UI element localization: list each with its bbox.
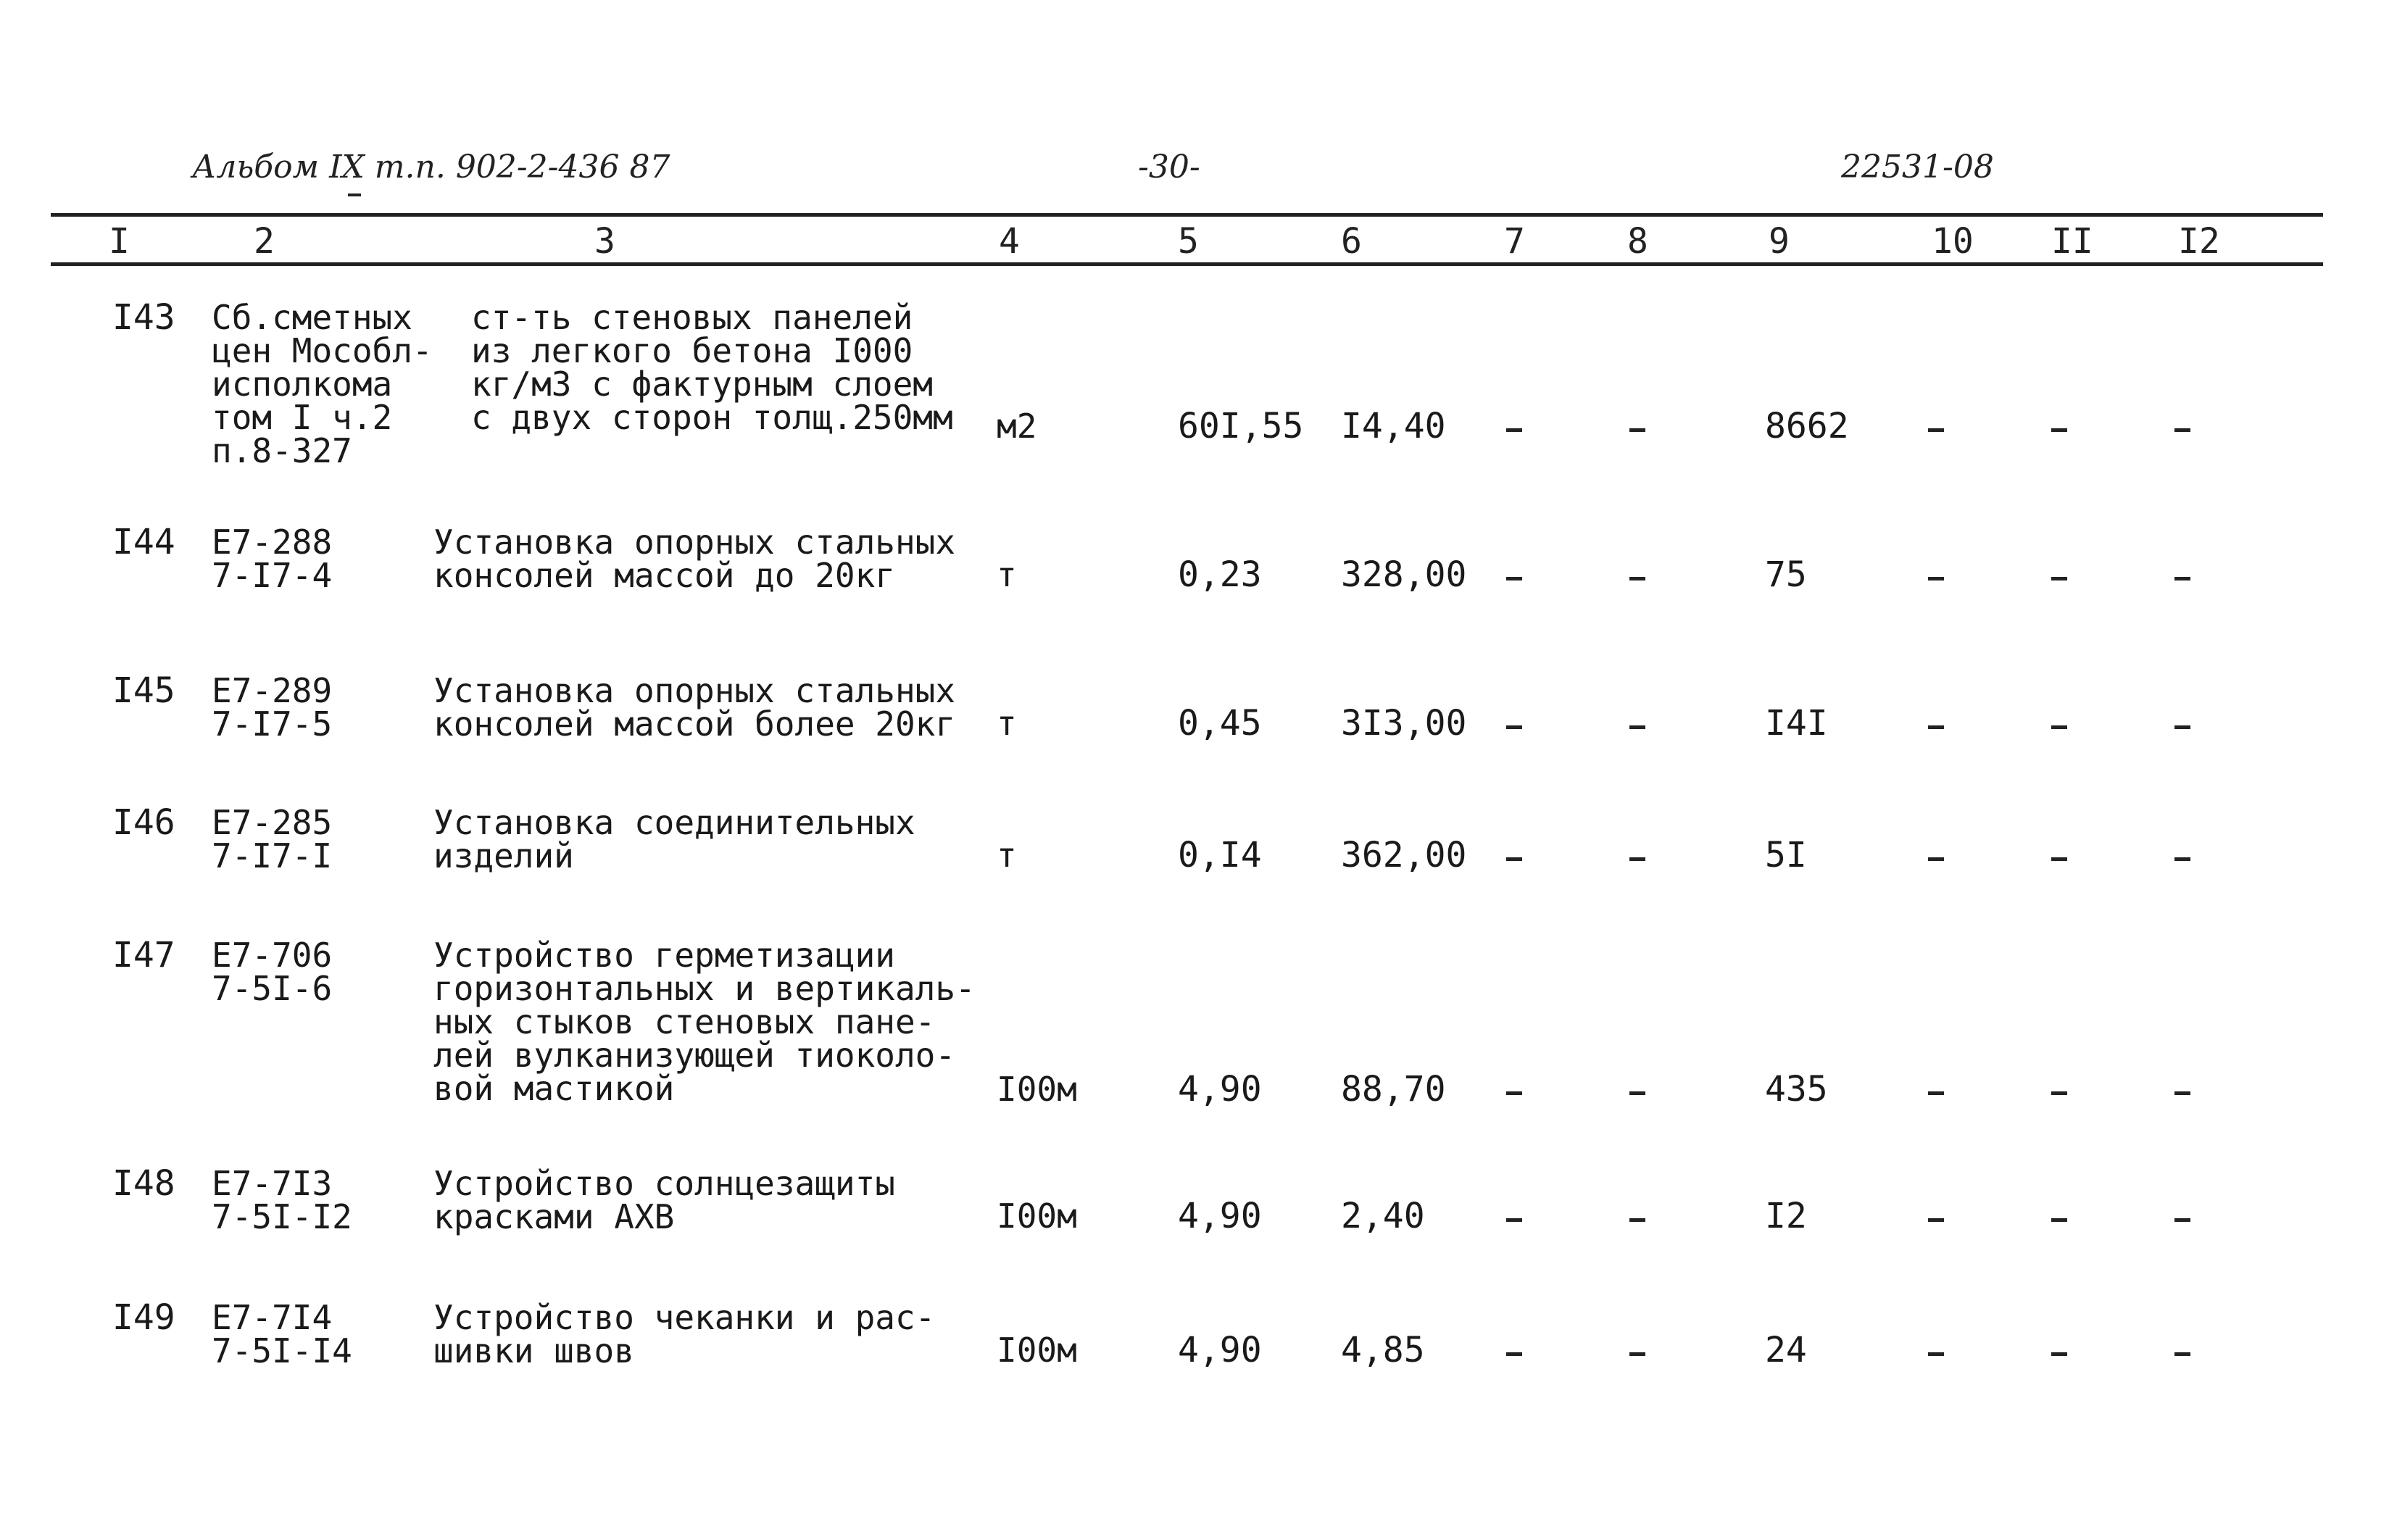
- quantity: 0,45: [1178, 703, 1262, 744]
- empty-dash-c12: [2174, 857, 2190, 861]
- empty-dash-c11: [2051, 725, 2067, 729]
- empty-dash-c12: [2174, 725, 2190, 729]
- row-number: I47: [112, 935, 175, 975]
- column-number-6: 6: [1341, 221, 1362, 262]
- row-number: I46: [112, 802, 175, 843]
- quantity: 0,23: [1178, 554, 1262, 595]
- album-reference: [192, 149, 670, 186]
- unit-price: 4,85: [1341, 1330, 1425, 1370]
- empty-dash-c10: [1928, 1352, 1944, 1356]
- unit: т: [997, 836, 1017, 875]
- empty-dash-c8: [1629, 1091, 1645, 1095]
- norm-code: Е7-7I4 7-5I-I4: [212, 1298, 352, 1370]
- norm-code: Е7-7I3 7-5I-I2: [212, 1164, 352, 1236]
- page-number: -30-: [1138, 149, 1200, 186]
- row-number: I45: [112, 670, 175, 711]
- empty-dash-c11: [2051, 1218, 2067, 1222]
- empty-dash-c10: [1928, 577, 1944, 580]
- empty-dash-c10: [1928, 428, 1944, 432]
- empty-dash-c7: [1506, 1352, 1522, 1356]
- empty-dash-c10: [1928, 857, 1944, 861]
- row-number: I44: [112, 522, 175, 562]
- empty-dash-c12: [2174, 428, 2190, 432]
- row-number: I48: [112, 1163, 175, 1204]
- quantity: 4,90: [1178, 1196, 1262, 1236]
- empty-dash-c8: [1629, 857, 1645, 861]
- empty-dash-c11: [2051, 428, 2067, 432]
- column-number-5: 5: [1178, 221, 1199, 262]
- quantity: 4,90: [1178, 1330, 1262, 1370]
- work-description: Устройство чеканки и рас- шивки швов: [433, 1298, 936, 1370]
- table-top-rule: [51, 213, 2323, 217]
- work-description: Установка опорных стальных консолей массой до 20кг: [433, 523, 956, 595]
- empty-dash-c7: [1506, 725, 1522, 729]
- column-number-11: II: [2051, 221, 2093, 262]
- quantity: 4,90: [1178, 1069, 1262, 1110]
- unit-price: 3I3,00: [1341, 703, 1467, 744]
- total-cost: 8662: [1765, 406, 1849, 446]
- roman-underline: [348, 193, 361, 196]
- quantity: 60I,55: [1178, 406, 1304, 446]
- empty-dash-c7: [1506, 857, 1522, 861]
- unit: т: [997, 704, 1017, 743]
- column-number-2: 2: [254, 221, 275, 262]
- column-number-9: 9: [1769, 221, 1790, 262]
- norm-code: Е7-289 7-I7-5: [212, 671, 333, 744]
- column-number-10: 10: [1932, 221, 1974, 262]
- empty-dash-c10: [1928, 1218, 1944, 1222]
- header-bottom-rule: [51, 262, 2323, 266]
- column-number-8: 8: [1627, 221, 1648, 262]
- total-cost: I2: [1765, 1196, 1807, 1236]
- norm-code: Е7-706 7-5I-6: [212, 936, 333, 1008]
- column-number-4: 4: [999, 221, 1020, 262]
- document-code: 22531-08: [1841, 149, 1994, 186]
- column-number-1: I: [109, 221, 130, 262]
- empty-dash-c8: [1629, 428, 1645, 432]
- empty-dash-c8: [1629, 1352, 1645, 1356]
- unit-price: 2,40: [1341, 1196, 1425, 1236]
- empty-dash-c7: [1506, 1091, 1522, 1095]
- empty-dash-c11: [2051, 857, 2067, 861]
- empty-dash-c7: [1506, 428, 1522, 432]
- row-number: I43: [112, 297, 175, 338]
- empty-dash-c11: [2051, 1352, 2067, 1356]
- unit-price: 88,70: [1341, 1069, 1446, 1110]
- empty-dash-c12: [2174, 1218, 2190, 1222]
- work-description: Устройство герметизации горизонтальных и вертикаль- ных стыков стеновых пане- лей вулканизующей тиоколо- вой мастикой: [433, 936, 976, 1108]
- empty-dash-c12: [2174, 1091, 2190, 1095]
- unit-price: I4,40: [1341, 406, 1446, 446]
- total-cost: 75: [1765, 554, 1807, 595]
- total-cost: 5I: [1765, 835, 1807, 875]
- empty-dash-c12: [2174, 1352, 2190, 1356]
- empty-dash-c7: [1506, 577, 1522, 580]
- unit: I00м: [997, 1331, 1077, 1370]
- unit: т: [997, 555, 1017, 594]
- quantity: 0,I4: [1178, 835, 1262, 875]
- work-description: ст-ть стеновых панелей из легкого бетона I000 кг/м3 с фактурным слоем с двух сторон толщ.250мм: [471, 298, 953, 437]
- norm-code: Е7-288 7-I7-4: [212, 523, 333, 595]
- empty-dash-c11: [2051, 1091, 2067, 1095]
- empty-dash-c10: [1928, 1091, 1944, 1095]
- total-cost: 435: [1765, 1069, 1828, 1110]
- norm-code: Е7-285 7-I7-I: [212, 803, 333, 875]
- unit: м2: [997, 407, 1037, 446]
- empty-dash-c10: [1928, 725, 1944, 729]
- unit: I00м: [997, 1070, 1077, 1109]
- album-reference-text: Альбом IX т.п. 902-2-436 87: [192, 149, 670, 186]
- row-number: I49: [112, 1297, 175, 1338]
- work-description: Устройство солнцезащиты красками АХВ: [433, 1164, 895, 1236]
- work-description: Установка соединительных изделий: [433, 803, 915, 875]
- total-cost: I4I: [1765, 703, 1828, 744]
- unit: I00м: [997, 1196, 1077, 1236]
- unit-price: 328,00: [1341, 554, 1467, 595]
- empty-dash-c8: [1629, 577, 1645, 580]
- column-number-7: 7: [1504, 221, 1525, 262]
- empty-dash-c8: [1629, 1218, 1645, 1222]
- empty-dash-c12: [2174, 577, 2190, 580]
- empty-dash-c8: [1629, 725, 1645, 729]
- column-number-3: 3: [594, 221, 615, 262]
- empty-dash-c7: [1506, 1218, 1522, 1222]
- column-number-12: I2: [2178, 221, 2220, 262]
- unit-price: 362,00: [1341, 835, 1467, 875]
- norm-code: Сб.сметных цен Мособл- исполкома том I ч.2 п.8-327: [212, 298, 433, 470]
- total-cost: 24: [1765, 1330, 1807, 1370]
- empty-dash-c11: [2051, 577, 2067, 580]
- work-description: Установка опорных стальных консолей массой более 20кг: [433, 671, 956, 744]
